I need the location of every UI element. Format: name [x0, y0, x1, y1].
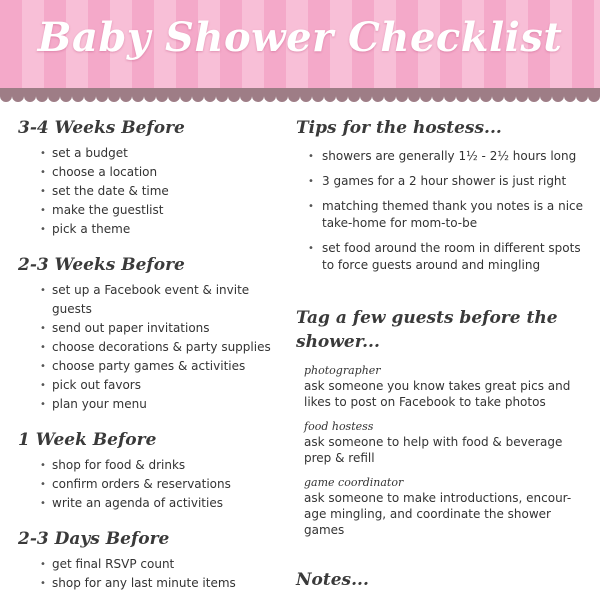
tip-item: • set food around the room in different spots to force guests around and mingling	[296, 240, 590, 274]
section-2-3-days	[18, 527, 288, 593]
list-item: • set up a Facebook event & invite guests	[18, 281, 288, 319]
section-heading: 3-4 Weeks Before	[18, 118, 185, 138]
list-item: • write an agenda of activities	[18, 494, 288, 513]
list-item: • send out paper invitations	[18, 319, 288, 338]
tips-section	[296, 116, 590, 274]
list-item: • set the date & time	[18, 182, 288, 201]
section-3-4-weeks	[18, 116, 288, 239]
checklist-column	[18, 116, 288, 593]
tag-guests-section	[296, 306, 590, 538]
list-item: • choose decorations & party supplies	[18, 338, 288, 357]
page-title: Baby Shower Checklist	[37, 14, 563, 61]
list-item: • set a budget	[18, 144, 288, 163]
tip-item: • 3 games for a 2 hour shower is just right	[296, 173, 590, 190]
tag-description: ask someone you know takes great pics and likes to post on Facebook to take photos	[304, 379, 571, 409]
scallop-border	[0, 88, 600, 104]
notes-heading: Notes...	[296, 570, 369, 590]
section-heading: 2-3 Days Before	[18, 529, 170, 549]
list-item: • shop for food & drinks	[18, 456, 288, 475]
list-item: • pick a theme	[18, 220, 288, 239]
tip-item: • matching themed thank you notes is a nice take-home for mom-to-be	[296, 198, 590, 232]
section-1-week	[18, 428, 288, 513]
list-item: • confirm orders & reservations	[18, 475, 288, 494]
tag-role: game coordinator	[304, 476, 404, 489]
section-2-3-weeks	[18, 253, 288, 414]
tips-column	[296, 116, 590, 592]
tag-heading: Tag a few guests before the shower...	[296, 308, 558, 352]
list-item: • make the guestlist	[18, 201, 288, 220]
tag-description: ask someone to help with food & beverage prep & refill	[304, 435, 563, 465]
list-item: • choose party games & activities	[18, 357, 288, 376]
tip-item: • showers are generally 1½ - 2½ hours long	[296, 148, 590, 165]
tag-description: ask someone to make introductions, encour-age mingling, and coordinate the shower games	[304, 491, 572, 537]
tag-role: photographer	[304, 364, 381, 377]
tips-heading: Tips for the hostess...	[296, 118, 502, 138]
list-item: • get final RSVP count	[18, 555, 288, 574]
list-item: • plan your menu	[18, 395, 288, 414]
section-heading: 2-3 Weeks Before	[18, 255, 185, 275]
tag-role: food hostess	[304, 420, 374, 433]
section-heading: 1 Week Before	[18, 430, 157, 450]
list-item: • choose a location	[18, 163, 288, 182]
list-item: • shop for any last minute items	[18, 574, 288, 593]
list-item: • pick out favors	[18, 376, 288, 395]
